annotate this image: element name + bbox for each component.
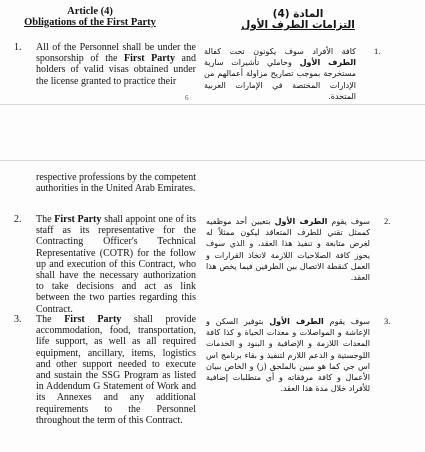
- clause-bold-text: First Party: [54, 214, 102, 225]
- ar-clause-1: [204, 46, 381, 102]
- clause-bold-text: الطرف الأول: [299, 58, 356, 68]
- page-cut-line: [0, 160, 425, 161]
- clause-number: 3.: [14, 314, 22, 325]
- clause-text: and holders of valid visas obtained under the license granted to practice their: [36, 53, 196, 87]
- clause-bold-text: الطرف الأول: [274, 217, 328, 226]
- clause-text: shall provide accommodation, food, transportation, life support, as well as all required equipment, ancillary, items, logistics and other support needed to execute and sustain the SSG Program as listed in Addendum G Statement of Work and its Annexes and any additional requirements to the Personnel throughout the term of this Contract.: [36, 314, 197, 426]
- clause-number: 1.: [14, 42, 22, 53]
- ar-clause-2: [206, 216, 391, 283]
- clause-text: The: [36, 314, 65, 325]
- clause-text: بتوفير السكن و الإعاشة و المواصلات و معدات الحياة و كذا كافة المعدات اللازمة و الإضافية و البنود و الخدمات اللوجستية و الدعم اللازم لتنفيذ و بقاء برنامج اس اس جي كما هو مبين بالملحق (ز) و الخاص ببيان الأعمال و كافة مرفقاته و أي متطلبات إضافية للأفراد خلال مدة هذا العقد.: [206, 317, 370, 394]
- clause-text: كافة الأفراد سوف يكونون تحت كفالة: [204, 47, 356, 56]
- clause-number: 2.: [14, 214, 22, 225]
- en-clause-1-continued: [14, 172, 196, 194]
- en-article-heading: [20, 6, 160, 28]
- clause-number: .1: [374, 46, 381, 56]
- ar-article-title: التزامات الطرف الأول: [241, 19, 355, 31]
- clause-bold-text: الطرف الأول: [269, 317, 324, 326]
- en-clause-3: [14, 314, 196, 426]
- clause-number: .3: [384, 316, 391, 326]
- clause-text: All of the Personnel shall be under the sponsorship of the: [36, 42, 196, 65]
- clause-text: بتعيين أحد موظفيه كممثل تقني للطرف المتعاقد ليكون ممثلاً له لغرض متابعة و تنفيذ هذا العقد، و الذي سوف يحوز كافة الصلاحيات اللازمة لاتخاذ القرارات و العمل كنقطة الاتصال بين الطرفين فيما يخص هذا العقد.: [206, 217, 370, 283]
- clause-text: وحاملي تأشيرات سارية مستخرجة بموجب تصاريح مزاولة أعمالهم من الإدارات المختصة في الإمارات العربية المتحدة.: [204, 58, 356, 101]
- clause-bold-text: First Party: [64, 314, 122, 325]
- ar-article-number: المادة (4): [272, 8, 324, 20]
- clause-number: .2: [384, 216, 391, 226]
- page-cut-line: [0, 104, 425, 105]
- ar-article-heading: [228, 9, 368, 31]
- clause-text: shall appoint one of its staff as its representative for the Contracting Officer's Technical Representative (COTR) for the follow up and execution of this Contract, who shall have the necessary authorization to take decisions and act as link between the two parties regarding this Contract.: [36, 214, 196, 315]
- en-clause-1: [14, 42, 196, 87]
- en-article-title: Obligations of the First Party: [24, 17, 156, 28]
- clause-text: سوف يقوم: [327, 217, 370, 226]
- clause-text: سوف يقوم: [323, 317, 370, 326]
- en-article-number: Article (4): [67, 6, 113, 17]
- clause-text: respective professions by the competent authorities in the United Arab Emirates.: [36, 172, 196, 195]
- en-clause-2: [14, 214, 196, 315]
- page-number: 6: [185, 94, 189, 102]
- clause-bold-text: First Party: [124, 53, 175, 65]
- ar-clause-3: [206, 316, 391, 394]
- clause-text: The: [36, 214, 55, 225]
